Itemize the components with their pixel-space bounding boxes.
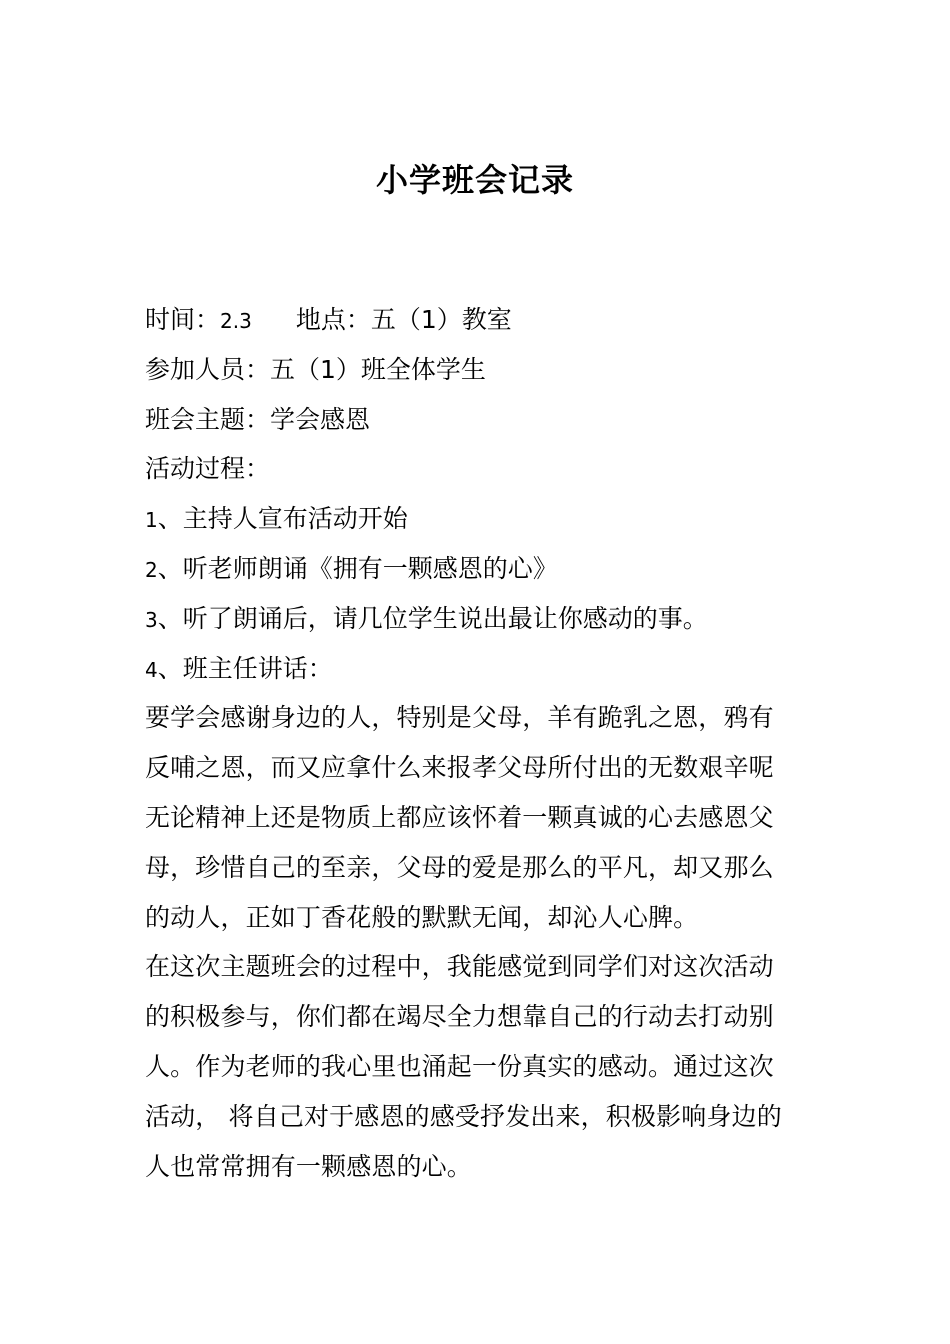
step-text: 、主持人宣布活动开始	[157, 504, 408, 534]
step-item	[145, 544, 810, 594]
theme-label: 班会主题：	[145, 404, 271, 434]
time-place-line	[145, 295, 810, 345]
step-text: 、听老师朗诵《拥有一颗感恩的心》	[157, 553, 558, 583]
step-text: 、班主任讲话：	[157, 653, 333, 683]
place-value: 五（1）教室	[370, 305, 512, 334]
step-item	[145, 644, 810, 694]
step-text: 、听了朗诵后，请几位学生说出最让你感动的事。	[157, 603, 708, 633]
step-number: 3	[145, 607, 158, 632]
step-item	[145, 594, 810, 644]
step-item	[145, 494, 810, 544]
place-label: 地点：	[295, 305, 371, 334]
process-heading: 活动过程：	[145, 454, 271, 484]
paragraph-line: 在这次主题班会的过程中，我能感觉到同学们对这次活动	[145, 952, 774, 982]
paragraph-line: 的动人，正如丁香花般的默默无闻，却沁人心脾。	[145, 902, 699, 932]
participants-value: 五（1）班全体学生	[270, 354, 486, 384]
paragraph-line: 反哺之恩，而又应拿什么来报孝父母所付出的无数艰辛呢	[145, 753, 774, 783]
paragraph-line: 要学会感谢身边的人，特别是父母，羊有跪乳之恩，鸦有	[145, 703, 774, 733]
paragraph-line: 人也常常拥有一颗感恩的心。	[145, 1151, 472, 1181]
paragraph-line: 的积极参与，你们都在竭尽全力想靠自己的行动去打动别	[145, 1002, 774, 1032]
paragraph-line: 无论精神上还是物质上都应该怀着一颗真诚的心去感恩父	[145, 802, 774, 832]
theme-value: 学会感恩	[270, 404, 371, 434]
speech-paragraph	[145, 693, 810, 942]
step-number: 4	[145, 657, 158, 682]
time-value: 2.3	[220, 309, 252, 333]
summary-paragraph	[145, 942, 810, 1191]
theme-line	[145, 395, 810, 445]
paragraph-line: 人。作为老师的我心里也涌起一份真实的感动。通过这次	[145, 1051, 774, 1081]
step-number: 1	[145, 508, 158, 533]
participants-line	[145, 345, 810, 395]
document-title: 小学班会记录	[375, 161, 574, 199]
paragraph-line: 母，珍惜自己的至亲，父母的爱是那么的平凡，却又那么	[145, 852, 774, 882]
participants-label: 参加人员：	[145, 354, 271, 384]
time-label: 时间：	[145, 305, 221, 334]
document-body	[145, 295, 810, 1191]
paragraph-line: 活动， 将自己对于感恩的感受抒发出来，积极影响身边的	[145, 1101, 782, 1131]
step-number: 2	[145, 557, 158, 582]
